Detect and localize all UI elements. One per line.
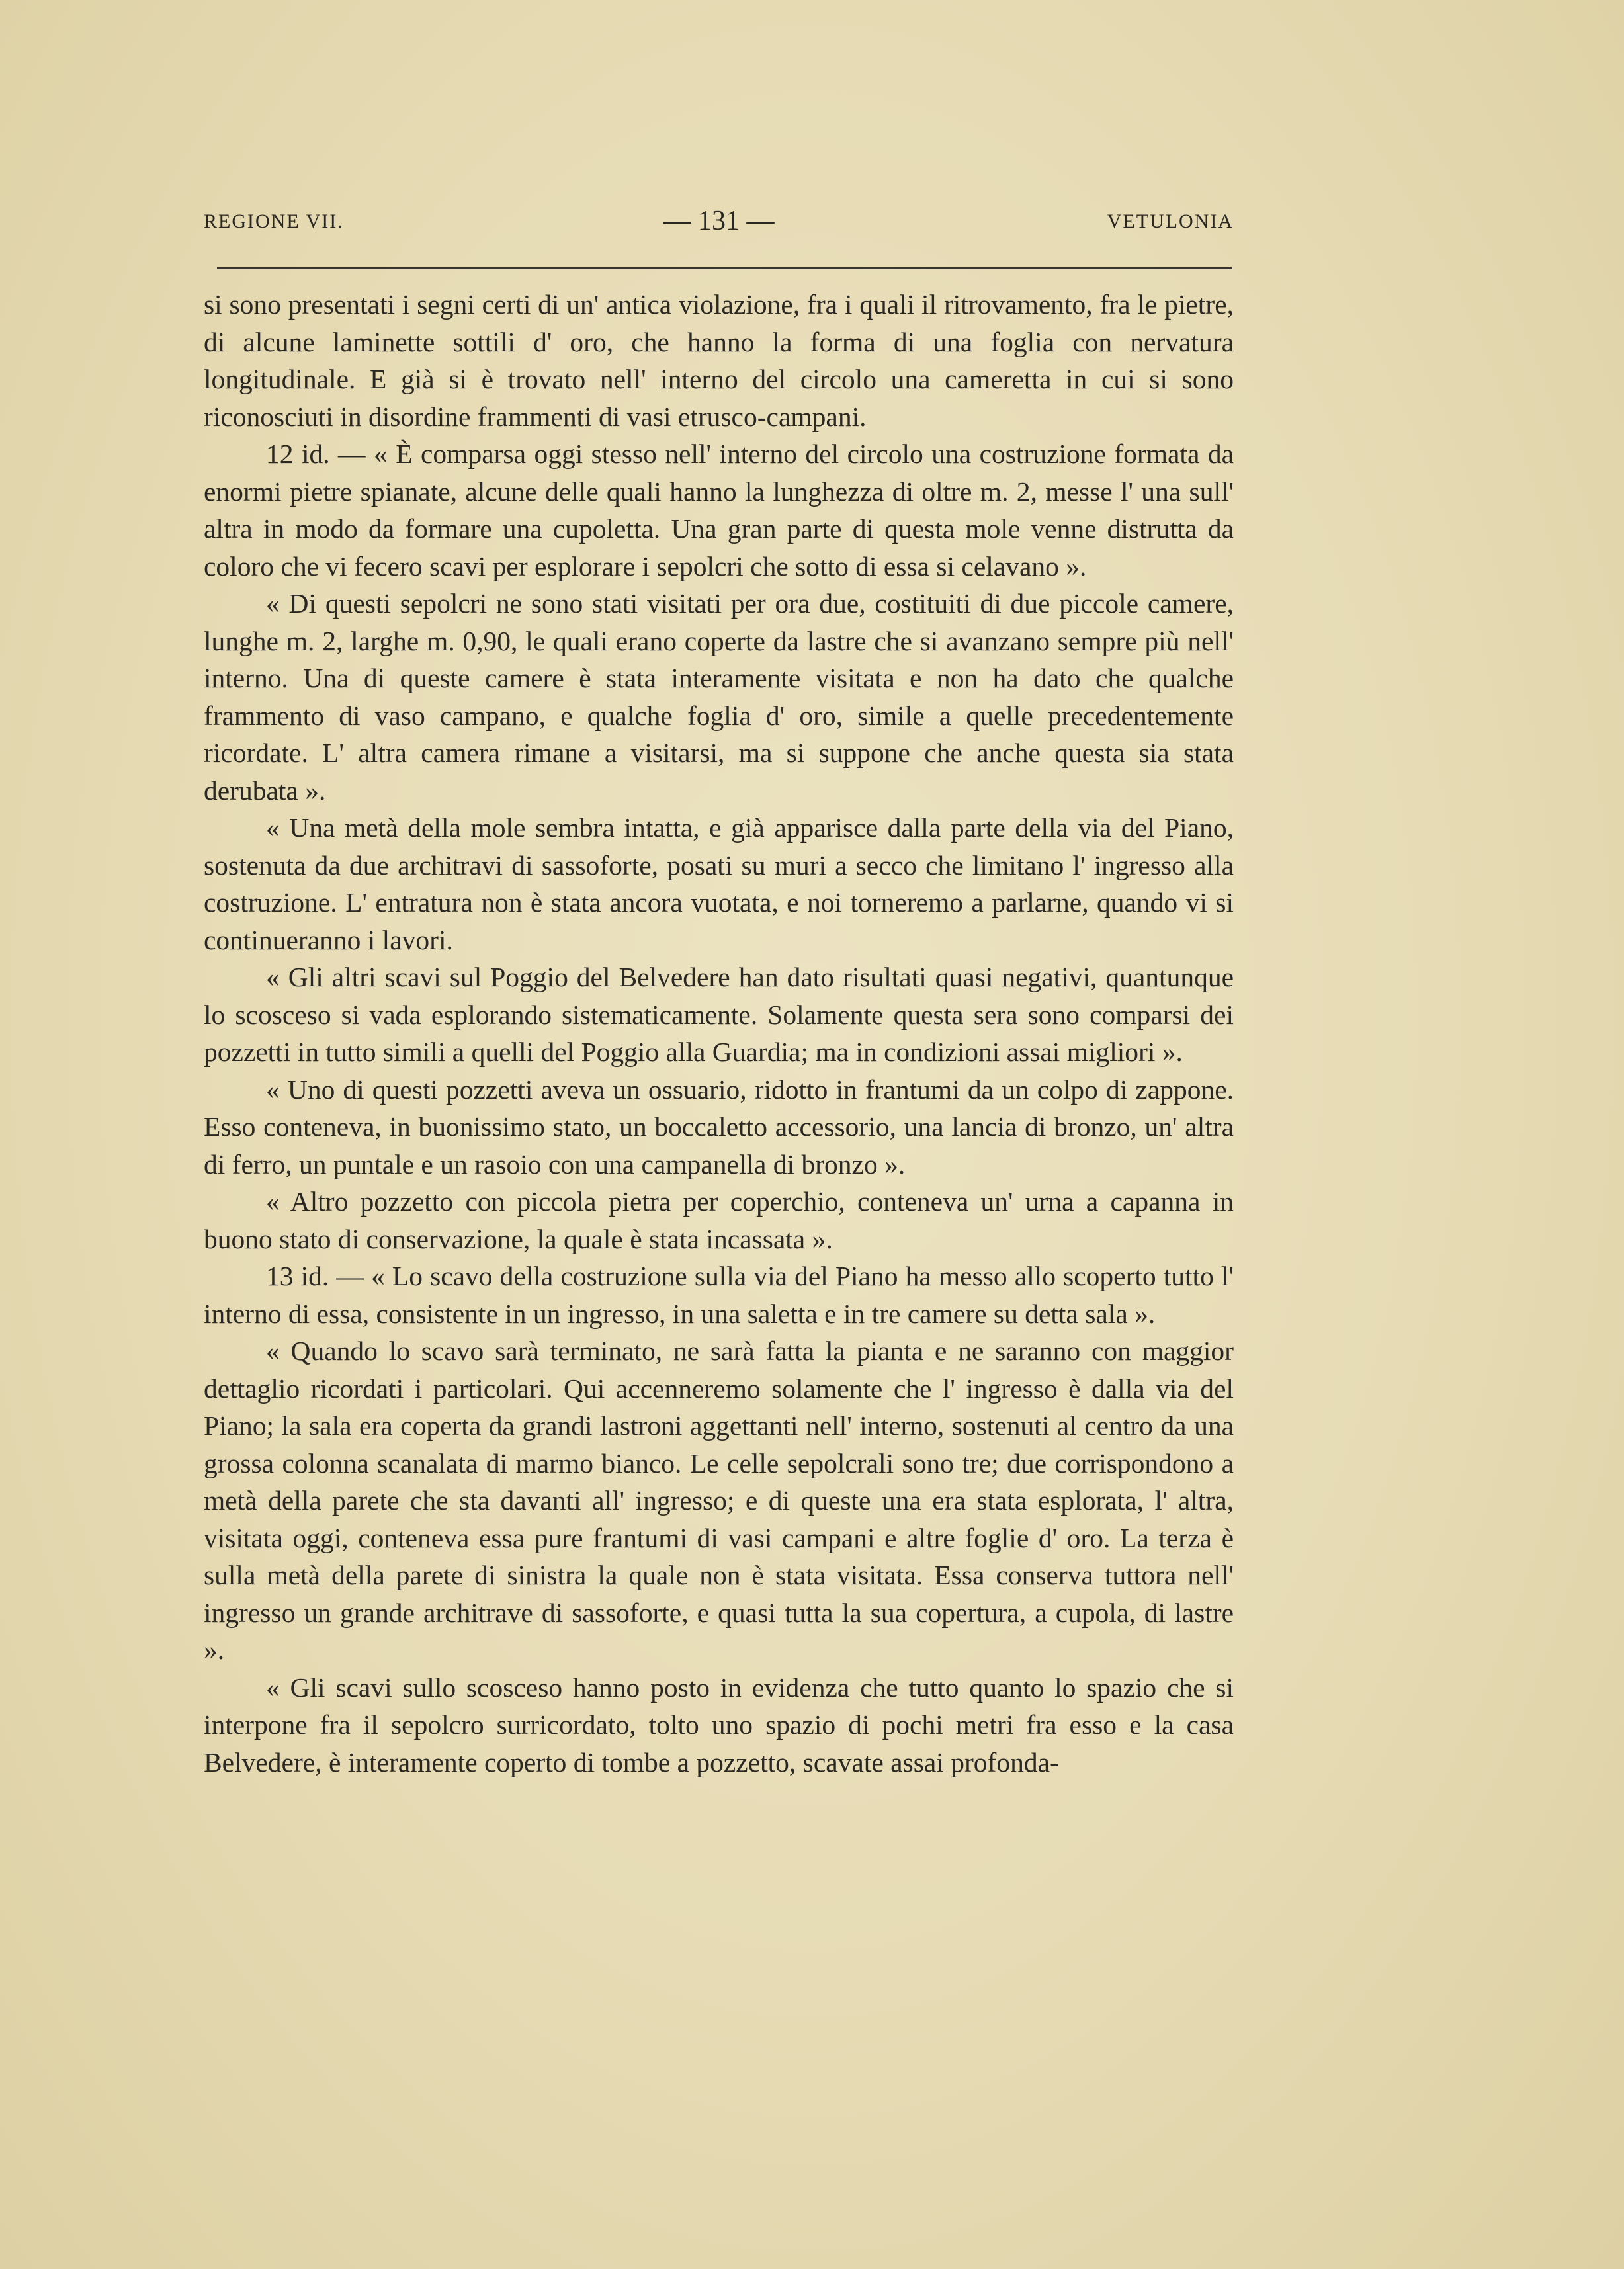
paragraph: « Di questi sepolcri ne sono stati visitati per ora due, costituiti di due piccole camere, lunghe m. 2, larghe m. 0,90, le quali erano coperte da lastre che si avanzano sempre più nell' interno. Una di queste camere è stata interamente visitata e non ha dato che qualche frammento di vaso campano, e qualche foglia d' oro, simile a quelle precedentemente ricordate. L' altra camera rimane a visitarsi, ma si suppone che anche questa sia stata derubata ». — [204, 588, 1234, 806]
paragraph: « Uno di questi pozzetti aveva un ossuario, ridotto in frantumi da un colpo di zappone. Esso conteneva, in buonissimo stato, un boccaletto accessorio, una lancia di bronzo, un' altra di ferro, un puntale e un rasoio con una campanella di bronzo ». — [204, 1074, 1234, 1179]
page-number: — 131 — — [663, 206, 775, 236]
header-site: VETULONIA — [1107, 210, 1234, 232]
paragraph: « Altro pozzetto con piccola pietra per coperchio, conteneva un' urna a capanna in buono stato di conservazione, la quale è stata incassata ». — [204, 1186, 1234, 1254]
paragraph: « Quando lo scavo sarà terminato, ne sarà fatta la pianta e ne saranno con maggior dettaglio ricordati i particolari. Qui accenneremo solamente che l' ingresso è dalla via del Piano; la sala era coperta da grandi lastroni aggettanti nell' interno, sostenuti al centro da una grossa colonna scanalata di marmo bianco. Le celle sepolcrali sono tre; due corrispondono a metà della parete che sta davanti all' ingresso; e di queste una era stata esplorata, l' altra, visitata oggi, conteneva essa pure frantumi di vasi campani e altre foglie d' oro. La terza è sulla metà della parete di sinistra la quale non è stata visitata. Essa conserva tuttora nell' ingresso un grande architrave di sassoforte, e quasi tutta la sua copertura, a cupola, di lastre ». — [204, 1336, 1234, 1665]
paragraph: 12 id. — « È comparsa oggi stesso nell' interno del circolo una costruzione formata da enormi pietre spianate, alcune delle quali hanno la lunghezza di oltre m. 2, messe l' una sull' altra in modo da formare una cupoletta. Una gran parte di questa mole venne distrutta da coloro che vi fecero scavi per esplorare i sepolcri che sotto di essa si celavano ». — [204, 439, 1234, 581]
paragraph: « Gli altri scavi sul Poggio del Belvedere han dato risultati quasi negativi, quantunque lo scosceso si vada esplorando sistematicamente. Solamente questa sera sono comparsi dei pozzetti in tutto simili a quelli del Poggio alla Guardia; ma in condizioni assai migliori ». — [204, 962, 1234, 1067]
paragraph: si sono presentati i segni certi di un' antica violazione, fra i quali il ritrovamento, fra le pietre, di alcune laminette sottili d' oro, che hanno la forma di una foglia con nervatura longitudinale. E già si è trovato nell' interno del circolo una cameretta in cui si sono riconosciuti in disordine frammenti di vasi etrusco-campani. — [204, 289, 1234, 432]
header-rule — [217, 267, 1232, 269]
paragraph: « Una metà della mole sembra intatta, e già apparisce dalla parte della via del Piano, sostenuta da due architravi di sassoforte, posati su muri a secco che limitano l' ingresso alla costruzione. L' entratura non è stata ancora vuotata, e noi torneremo a parlarne, quando vi si continueranno i lavori. — [204, 812, 1234, 955]
running-header — [204, 206, 1234, 243]
body-text — [204, 286, 1234, 1781]
paragraph: « Gli scavi sullo scosceso hanno posto in evidenza che tutto quanto lo spazio che si interpone fra il sepolcro surricordato, tolto uno spazio di pochi metri fra esso e la casa Belvedere, è interamente coperto di tombe a pozzetto, scavate assai profonda- — [204, 1672, 1234, 1777]
paragraph: 13 id. — « Lo scavo della costruzione sulla via del Piano ha messo allo scoperto tutto l' interno di essa, consistente in un ingresso, in una saletta e in tre camere su detta sala ». — [204, 1261, 1234, 1329]
header-region: REGIONE VII. — [204, 210, 344, 232]
